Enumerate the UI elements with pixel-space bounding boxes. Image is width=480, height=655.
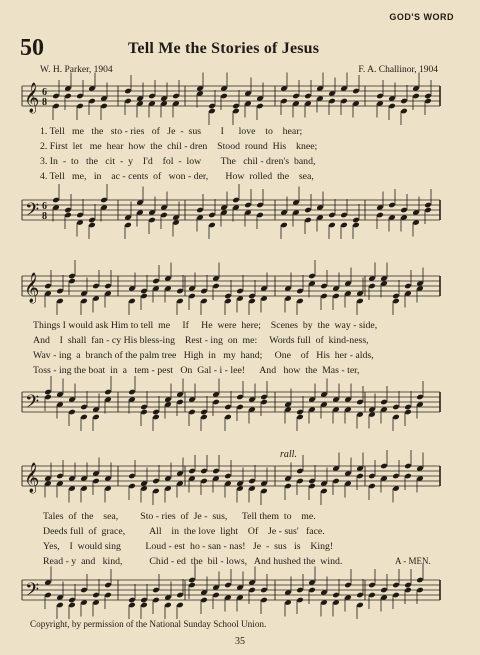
treble-clef-icon: 𝄞: [24, 463, 40, 493]
verse-line: Tales of the sea, Sto - ries of Je - sus, Tell them to me.: [43, 511, 316, 522]
page-number: 35: [235, 636, 245, 647]
treble-clef-icon: 𝄞: [24, 83, 40, 113]
verse-line: 1. Tell me the sto - ries of Je - sus I love to hear;: [40, 126, 303, 137]
time-signature: 8: [42, 211, 47, 222]
time-signature: 8: [42, 97, 47, 108]
author-credit: W. H. Parker, 1904: [40, 65, 113, 75]
tempo-direction: rall.: [280, 449, 297, 460]
composer-credit: F. A. Challinor, 1904: [358, 65, 438, 75]
verse-line: Toss - ing the boat in a tem - pest On Gal - i - lee! And how the Mas - ter,: [33, 365, 360, 376]
bass-clef-icon: 𝄢: [25, 200, 40, 225]
copyright-notice: Copyright, by permission of the National Sunday School Union.: [30, 619, 267, 629]
verse-line: 2. First let me hear how the chil - dren Stood round His knee;: [40, 141, 318, 152]
bass-staff: [0, 192, 480, 242]
bass-staff: [0, 572, 480, 622]
amen-label: A - MEN.: [395, 556, 431, 566]
section-label: GOD'S WORD: [389, 12, 454, 22]
verse-line: Things I would ask Him to tell me If He were here; Scenes by the way - side,: [33, 320, 378, 331]
bass-clef-icon: 𝄢: [25, 580, 40, 605]
verse-line: 3. In - to the cit - y I'd fol - low The chil - dren's band,: [40, 156, 316, 167]
verse-line: Deeds full of grace, All in the love light Of Je - sus' face.: [43, 526, 325, 537]
bass-staff: [0, 384, 480, 434]
verse-line: Wav - ing a branch of the palm tree High in my hand; One of His her - alds,: [33, 350, 374, 361]
bass-clef-icon: 𝄢: [25, 392, 40, 417]
hymn-number: 50: [20, 35, 44, 61]
time-signature: 6: [42, 201, 47, 212]
treble-staff: [0, 458, 480, 508]
verse-line: And I shall fan - cy His bless-ing Rest - ing on me: Words full of kind-ness,: [33, 335, 369, 346]
verse-line: Yes, I would sing Loud - est ho - san - nas! Je - sus is King!: [43, 541, 334, 552]
treble-clef-icon: 𝄞: [24, 273, 40, 303]
time-signature: 6: [42, 87, 47, 98]
verse-line: 4. Tell me, in ac - cents of won - der, How rolled the sea,: [40, 171, 314, 182]
verse-line: Read - y and kind, Chid - ed the bil - lows, And hushed the wind.: [43, 556, 343, 567]
treble-staff: [0, 78, 480, 128]
treble-staff: [0, 268, 480, 318]
hymn-title: Tell Me the Stories of Jesus: [128, 40, 320, 57]
